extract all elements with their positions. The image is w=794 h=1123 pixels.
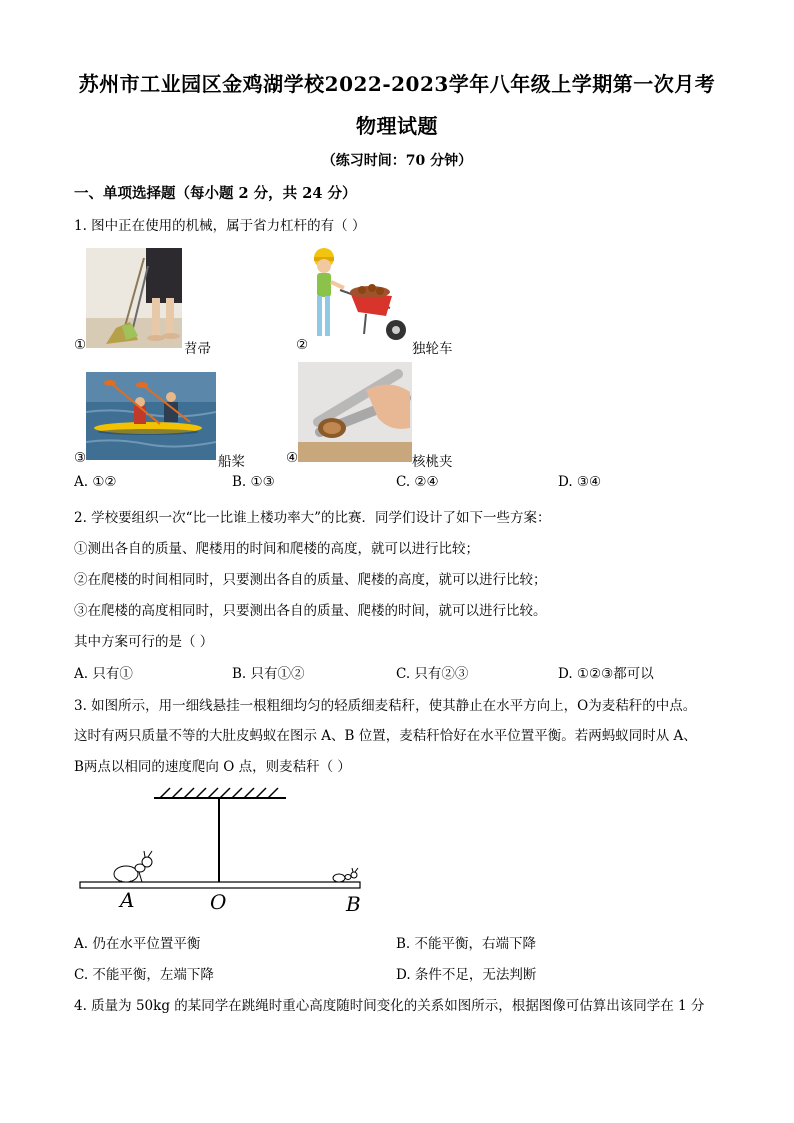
q1-option-d[interactable]: D. ③④ bbox=[558, 474, 602, 490]
item3-caption: 船桨 bbox=[218, 454, 245, 470]
q1-option-b[interactable]: B. ①③ bbox=[232, 474, 275, 490]
q2-plan-2: ②在爬楼的时间相同时，只要测出各自的质量、爬楼的高度，就可以进行比较； bbox=[74, 572, 547, 588]
q3-option-b[interactable]: B. 不能平衡，右端下降 bbox=[396, 936, 537, 952]
item2-caption: 独轮车 bbox=[412, 341, 453, 357]
q2-option-a[interactable]: A. 只有① bbox=[74, 666, 133, 682]
wheelbarrow-image bbox=[306, 246, 410, 346]
section-heading: 一、单项选择题（每小题 2 分，共 24 分） bbox=[74, 185, 357, 202]
ceiling-hatch bbox=[160, 788, 278, 798]
q4-stem: 4. 质量为 50kg 的某同学在跳绳时重心高度随时间变化的关系如图所示，根据图像可估算出该同学在 1 分 bbox=[74, 998, 705, 1014]
label-point-o: O bbox=[210, 890, 227, 914]
q3-line-1: 3. 如图所示，用一细线悬挂一根粗细均匀的轻质细麦秸秆，使其静止在水平方向上，O为麦秸秆的中点。 bbox=[74, 698, 697, 714]
q2-option-c[interactable]: C. 只有②③ bbox=[396, 666, 469, 682]
item4-caption: 核桃夹 bbox=[412, 454, 453, 470]
q2-stem: 2. 学校要组织一次“比一比谁上楼功率大”的比赛．同学们设计了如下一些方案： bbox=[74, 510, 551, 526]
exam-subject: 物理试题 bbox=[356, 114, 438, 138]
item3-marker: ③ bbox=[74, 450, 87, 466]
label-point-b: B bbox=[346, 892, 361, 916]
q3-option-d[interactable]: D. 条件不足，无法判断 bbox=[396, 967, 537, 983]
exam-title: 苏州市工业园区金鸡湖学校2022-2023学年八年级上学期第一次月考 bbox=[78, 72, 716, 96]
q1-stem: 1. 图中正在使用的机械，属于省力杠杆的有（ ） bbox=[74, 218, 366, 234]
lever-diagram bbox=[74, 782, 374, 892]
q2-plan-3: ③在爬楼的高度相同时，只要测出各自的质量、爬楼的时间，就可以进行比较。 bbox=[74, 603, 547, 619]
q3-line-3: B两点以相同的速度爬向 O 点，则麦秸秆（ ） bbox=[74, 759, 351, 775]
q2-option-d[interactable]: D. ①②③都可以 bbox=[558, 666, 654, 682]
ant-b-icon bbox=[333, 868, 358, 882]
item2-marker: ② bbox=[296, 337, 309, 353]
label-point-a: A bbox=[120, 888, 135, 912]
item4-marker: ④ bbox=[286, 450, 299, 466]
q3-line-2: 这时有两只质量不等的大肚皮蚂蚁在图示 A、B 位置，麦秸秆恰好在水平位置平衡。若两蚂蚁同时从 A、 bbox=[74, 728, 697, 744]
q3-option-c[interactable]: C. 不能平衡，左端下降 bbox=[74, 967, 214, 983]
q1-option-a[interactable]: A. ①② bbox=[74, 474, 117, 490]
kayak-image bbox=[86, 372, 216, 460]
broom-image bbox=[86, 248, 182, 348]
item1-caption: 苕帚 bbox=[184, 341, 211, 357]
q1-option-c[interactable]: C. ②④ bbox=[396, 474, 439, 490]
q3-option-a[interactable]: A. 仍在水平位置平衡 bbox=[74, 936, 201, 952]
item1-marker: ① bbox=[74, 337, 87, 353]
q2-option-b[interactable]: B. 只有①② bbox=[232, 666, 305, 682]
exam-time: （练习时间：70 分钟） bbox=[321, 153, 473, 169]
nutcracker-image bbox=[298, 362, 412, 462]
ant-a-icon bbox=[114, 851, 152, 882]
q2-ask: 其中方案可行的是（ ） bbox=[74, 634, 214, 650]
q2-plan-1: ①测出各自的质量、爬楼用的时间和爬楼的高度，就可以进行比较； bbox=[74, 541, 479, 557]
